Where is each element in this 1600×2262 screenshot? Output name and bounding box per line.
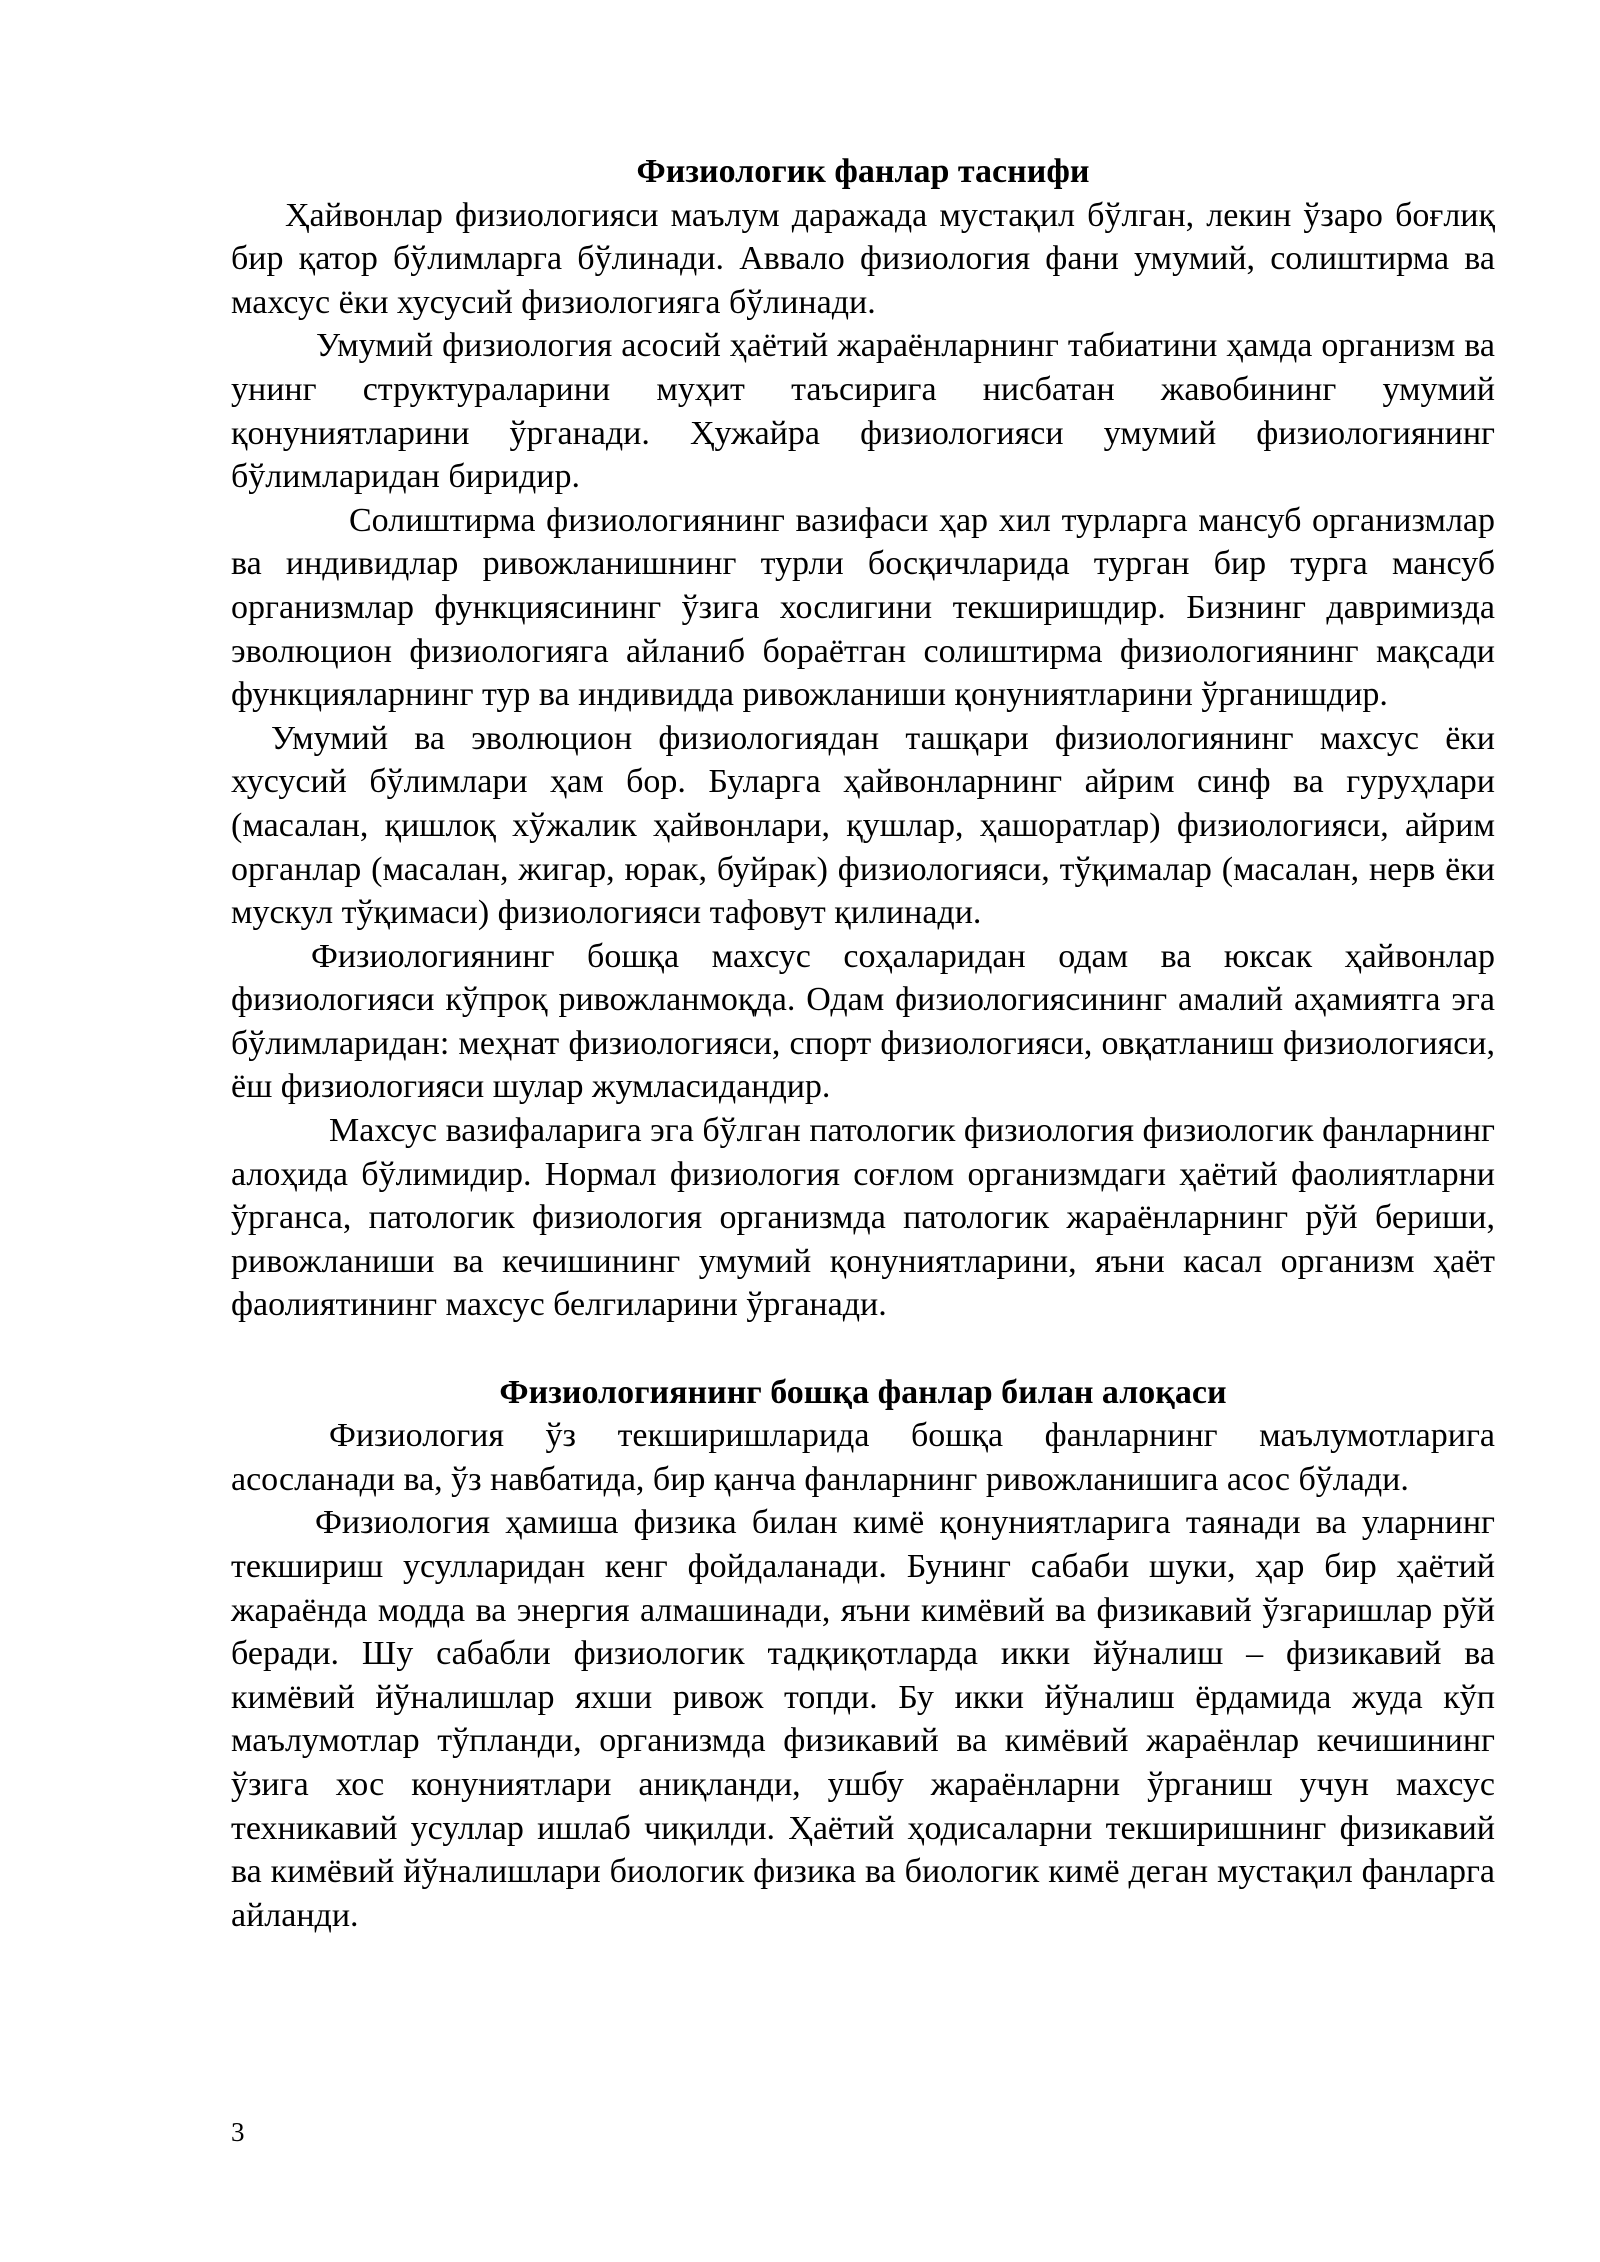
paragraph: Махсус вазифаларига эга бўлган патологик физиология физиологик фанларнинг алоҳида бўлимидир. Нормал физиология соғлом организмдаги ҳаётий фаолиятларни ўрганса, патологик физиология организмда патологик жараёнларнинг рўй бериши, ривожланиши ва кечишининг умумий қонуниятларини, яъни касал организм ҳаёт фаолиятининг махсус белгиларини ўрганади. (231, 1112, 1495, 1324)
paragraph: Физиология ҳамиша физика билан кимё қонуниятларига таянади ва уларнинг текшириш усулларидан кенг фойдаланади. Бунинг сабаби шуки, ҳар бир ҳаётий жараёнда модда ва энергия алмашинади, яъни кимёвий ва физикавий ўзгаришлар рўй беради. Шу сабабли физиологик тадқиқотларда икки йўналиш – физикавий ва кимёвий йўналишлар яхши ривож топди. Бу икки йўналиш ёрдамида жуда кўп маълумотлар тўпланди, организмда физикавий ва кимёвий жараёнлар кечишининг ўзига хос конуниятлари аниқланди, ушбу жараёнларни ўрганиш учун махсус техникавий усуллар ишлаб чиқилди. Ҳаётий ҳодисаларни текширишнинг физикавий ва кимёвий йўналишлари биологик физика ва биологик кимё деган мустақил фанларга айланди. (231, 1504, 1495, 1934)
paragraph: Физиологиянинг бошқа махсус соҳаларидан одам ва юксак ҳайвонлар физиологияси кўпроқ ривожланмоқда. Одам физиологиясининг амалий аҳамиятга эга бўлимларидан: меҳнат физиологияси, спорт физиологияси, овқатланиш физиологияси, ёш физиологияси шулар жумласидандир. (231, 937, 1495, 1106)
section-title-classification: Физиологик фанлар таснифи (636, 153, 1090, 190)
paragraph: Физиология ўз текширишларида бошқа фанларнинг маълумотларига асосланади ва, ўз навбатида, бир қанча фанларнинг ривожланишига асос бўлади. (231, 1417, 1495, 1498)
section-title-relations: Физиологиянинг бошқа фанлар билан алоқаси (499, 1373, 1227, 1411)
paragraph: Умумий физиология асосий ҳаётий жараёнларнинг табиатини ҳамда организм ва унинг структураларини муҳит таъсирига нисбатан жавобининг умумий қонуниятларини ўрганади. Ҳужайра физиологияси умумий физиологиянинг бўлимларидан биридир. (231, 327, 1495, 496)
section-spacer (231, 1327, 1495, 1371)
page-content (231, 150, 1495, 1937)
paragraph: Солиштирма физиологиянинг вазифаси ҳар хил турларга мансуб организмлар ва индивидлар ривожланишнинг турли босқичларида турган бир турга мансуб организмлар функциясининг ўзига хослигини текширишдир. Бизнинг давримизда эволюцион физиологияга айланиб бораётган солиштирма физиологиянинг мақсади функцияларнинг тур ва индивидда ривожланиши қонуниятларини ўрганишдир. (231, 501, 1495, 714)
paragraph: Ҳайвонлар физиологияси маълум даражада мустақил бўлган, лекин ўзаро боғлиқ бир қатор бўлимларга бўлинади. Аввало физиология фани умумий, солиштирма ва махсус ёки хусусий физиологияга бўлинади. (231, 196, 1495, 321)
page-number: 3 (231, 2117, 245, 2147)
paragraph: Умумий ва эволюцион физиологиядан ташқари физиологиянинг махсус ёки хусусий бўлимлари ҳам бор. Буларга ҳайвонларнинг айрим синф ва гуруҳлари (масалан, қишлоқ хўжалик ҳайвонлари, қушлар, ҳашоратлар) физиологияси, айрим органлар (масалан, жигар, юрак, буйрак) физиологияси, тўқималар (масалан, нерв ёки мускул тўқимаси) физиологияси тафовут қилинади. (231, 719, 1495, 932)
